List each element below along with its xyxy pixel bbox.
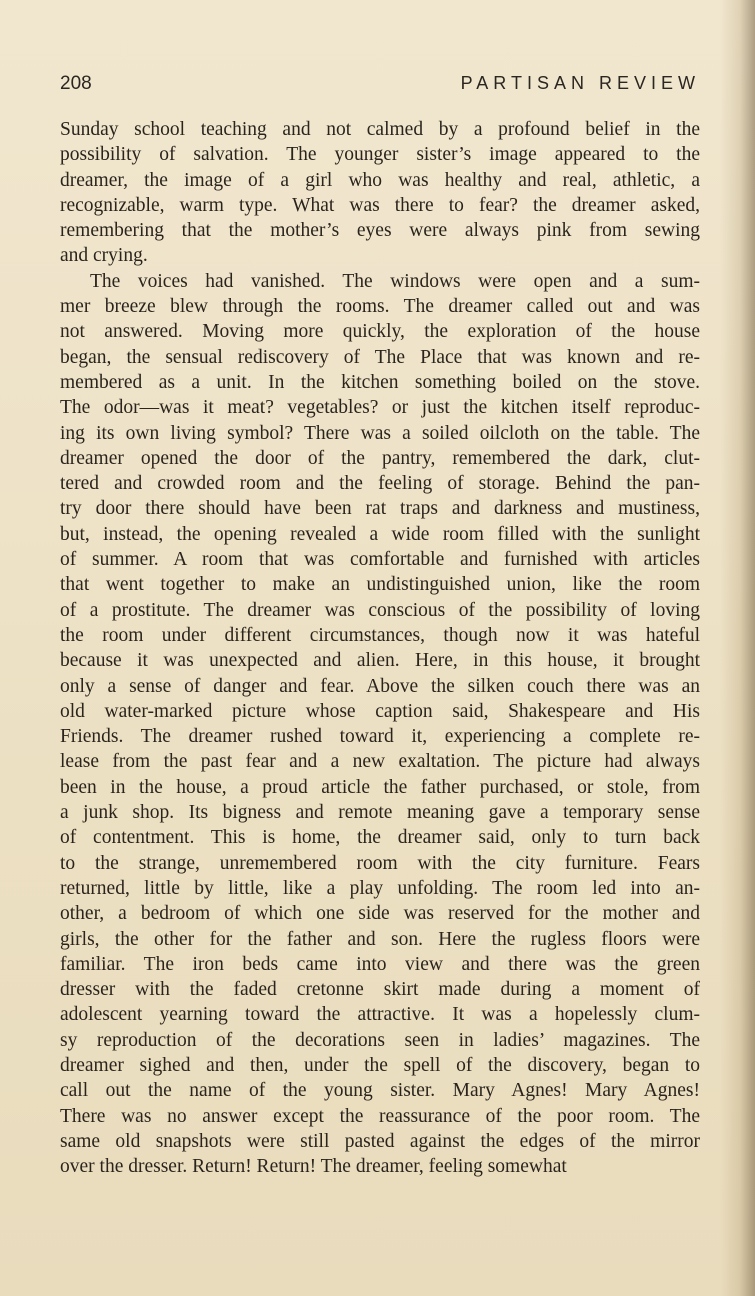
text-line: over the dresser. Return! Return! The dreamer, feeling somewhat (60, 1156, 567, 1178)
page-number: 208 (60, 73, 92, 94)
text-line: girls, the other for the father and son. Here the rugless floors were (60, 928, 700, 950)
text-line: old water-marked picture whose caption said, Shakespeare and His (60, 700, 700, 722)
text-line: The odor—was it meat? vegetables? or just the kitchen itself reproduc- (60, 397, 700, 419)
text-line: There was no answer except the reassurance of the poor room. The (60, 1105, 700, 1127)
text-line: but, instead, the opening revealed a wide room filled with the sunlight (60, 523, 700, 545)
text-line: the room under different circumstances, though now it was hateful (60, 624, 700, 646)
text-line: adolescent yearning toward the attractive. It was a hopelessly clum- (60, 1004, 700, 1026)
text-line: try door there should have been rat traps and darkness and mustiness, (60, 498, 700, 520)
text-line: dreamer opened the door of the pantry, remembered the dark, clut- (60, 447, 700, 469)
text-line: recognizable, warm type. What was there to fear? the dreamer asked, (60, 194, 700, 216)
text-line: ing its own living symbol? There was a soiled oilcloth on the table. The (60, 422, 700, 444)
text-line: been in the house, a proud article the father purchased, or stole, from (60, 776, 700, 798)
text-line: returned, little by little, like a play unfolding. The room led into an- (60, 877, 700, 899)
text-line: sy reproduction of the decorations seen in ladies’ magazines. The (60, 1029, 700, 1051)
running-head: PARTISAN REVIEW (460, 73, 700, 93)
text-line: of a prostitute. The dreamer was conscious of the possibility of loving (60, 599, 700, 621)
text-line: Sunday school teaching and not calmed by a profound belief in the (60, 119, 700, 140)
text-line: of contentment. This is home, the dreamer said, only to turn back (60, 827, 700, 849)
text-line: because it was unexpected and alien. Here, in this house, it brought (60, 650, 700, 672)
text-line: familiar. The iron beds came into view and there was the green (60, 953, 700, 975)
text-line: Friends. The dreamer rushed toward it, experiencing a complete re- (60, 726, 700, 748)
text-line: dreamer sighed and then, under the spell of the discovery, began to (60, 1054, 700, 1076)
text-line: mer breeze blew through the rooms. The dreamer called out and was (60, 296, 700, 318)
text-line: membered as a unit. In the kitchen something boiled on the stove. (60, 371, 700, 393)
text-line: that went together to make an undistinguished union, like the room (60, 574, 700, 596)
text-line: only a sense of danger and fear. Above the silken couch there was an (60, 675, 700, 697)
text-line: tered and crowded room and the feeling of storage. Behind the pan- (60, 473, 700, 495)
text-line: possibility of salvation. The younger sister’s image appeared to the (60, 144, 700, 166)
text-line: other, a bedroom of which one side was reserved for the mother and (60, 903, 700, 925)
text-line: and crying. (60, 245, 148, 267)
text-line: to the strange, unremembered room with the city furniture. Fears (60, 852, 700, 874)
text-line: not answered. Moving more quickly, the exploration of the house (60, 321, 700, 343)
body-text (60, 117, 700, 1179)
text-line: began, the sensual rediscovery of The Place that was known and re- (60, 346, 700, 368)
text-line: of summer. A room that was comfortable and furnished with articles (60, 549, 700, 571)
text-line: dresser with the faded cretonne skirt made during a moment of (60, 979, 700, 1001)
text-line: remembering that the mother’s eyes were always pink from sewing (60, 220, 700, 242)
text-line: The voices had vanished. The windows were open and a sum- (90, 270, 700, 292)
page-header (60, 73, 700, 99)
text-line: a junk shop. Its bigness and remote meaning gave a temporary sense (60, 802, 700, 824)
text-line: same old snapshots were still pasted against the edges of the mirror (60, 1130, 700, 1152)
text-line: dreamer, the image of a girl who was healthy and real, athletic, a (60, 169, 700, 191)
text-line: lease from the past fear and a new exaltation. The picture had always (60, 751, 700, 773)
text-line: call out the name of the young sister. Mary Agnes! Mary Agnes! (60, 1080, 700, 1102)
